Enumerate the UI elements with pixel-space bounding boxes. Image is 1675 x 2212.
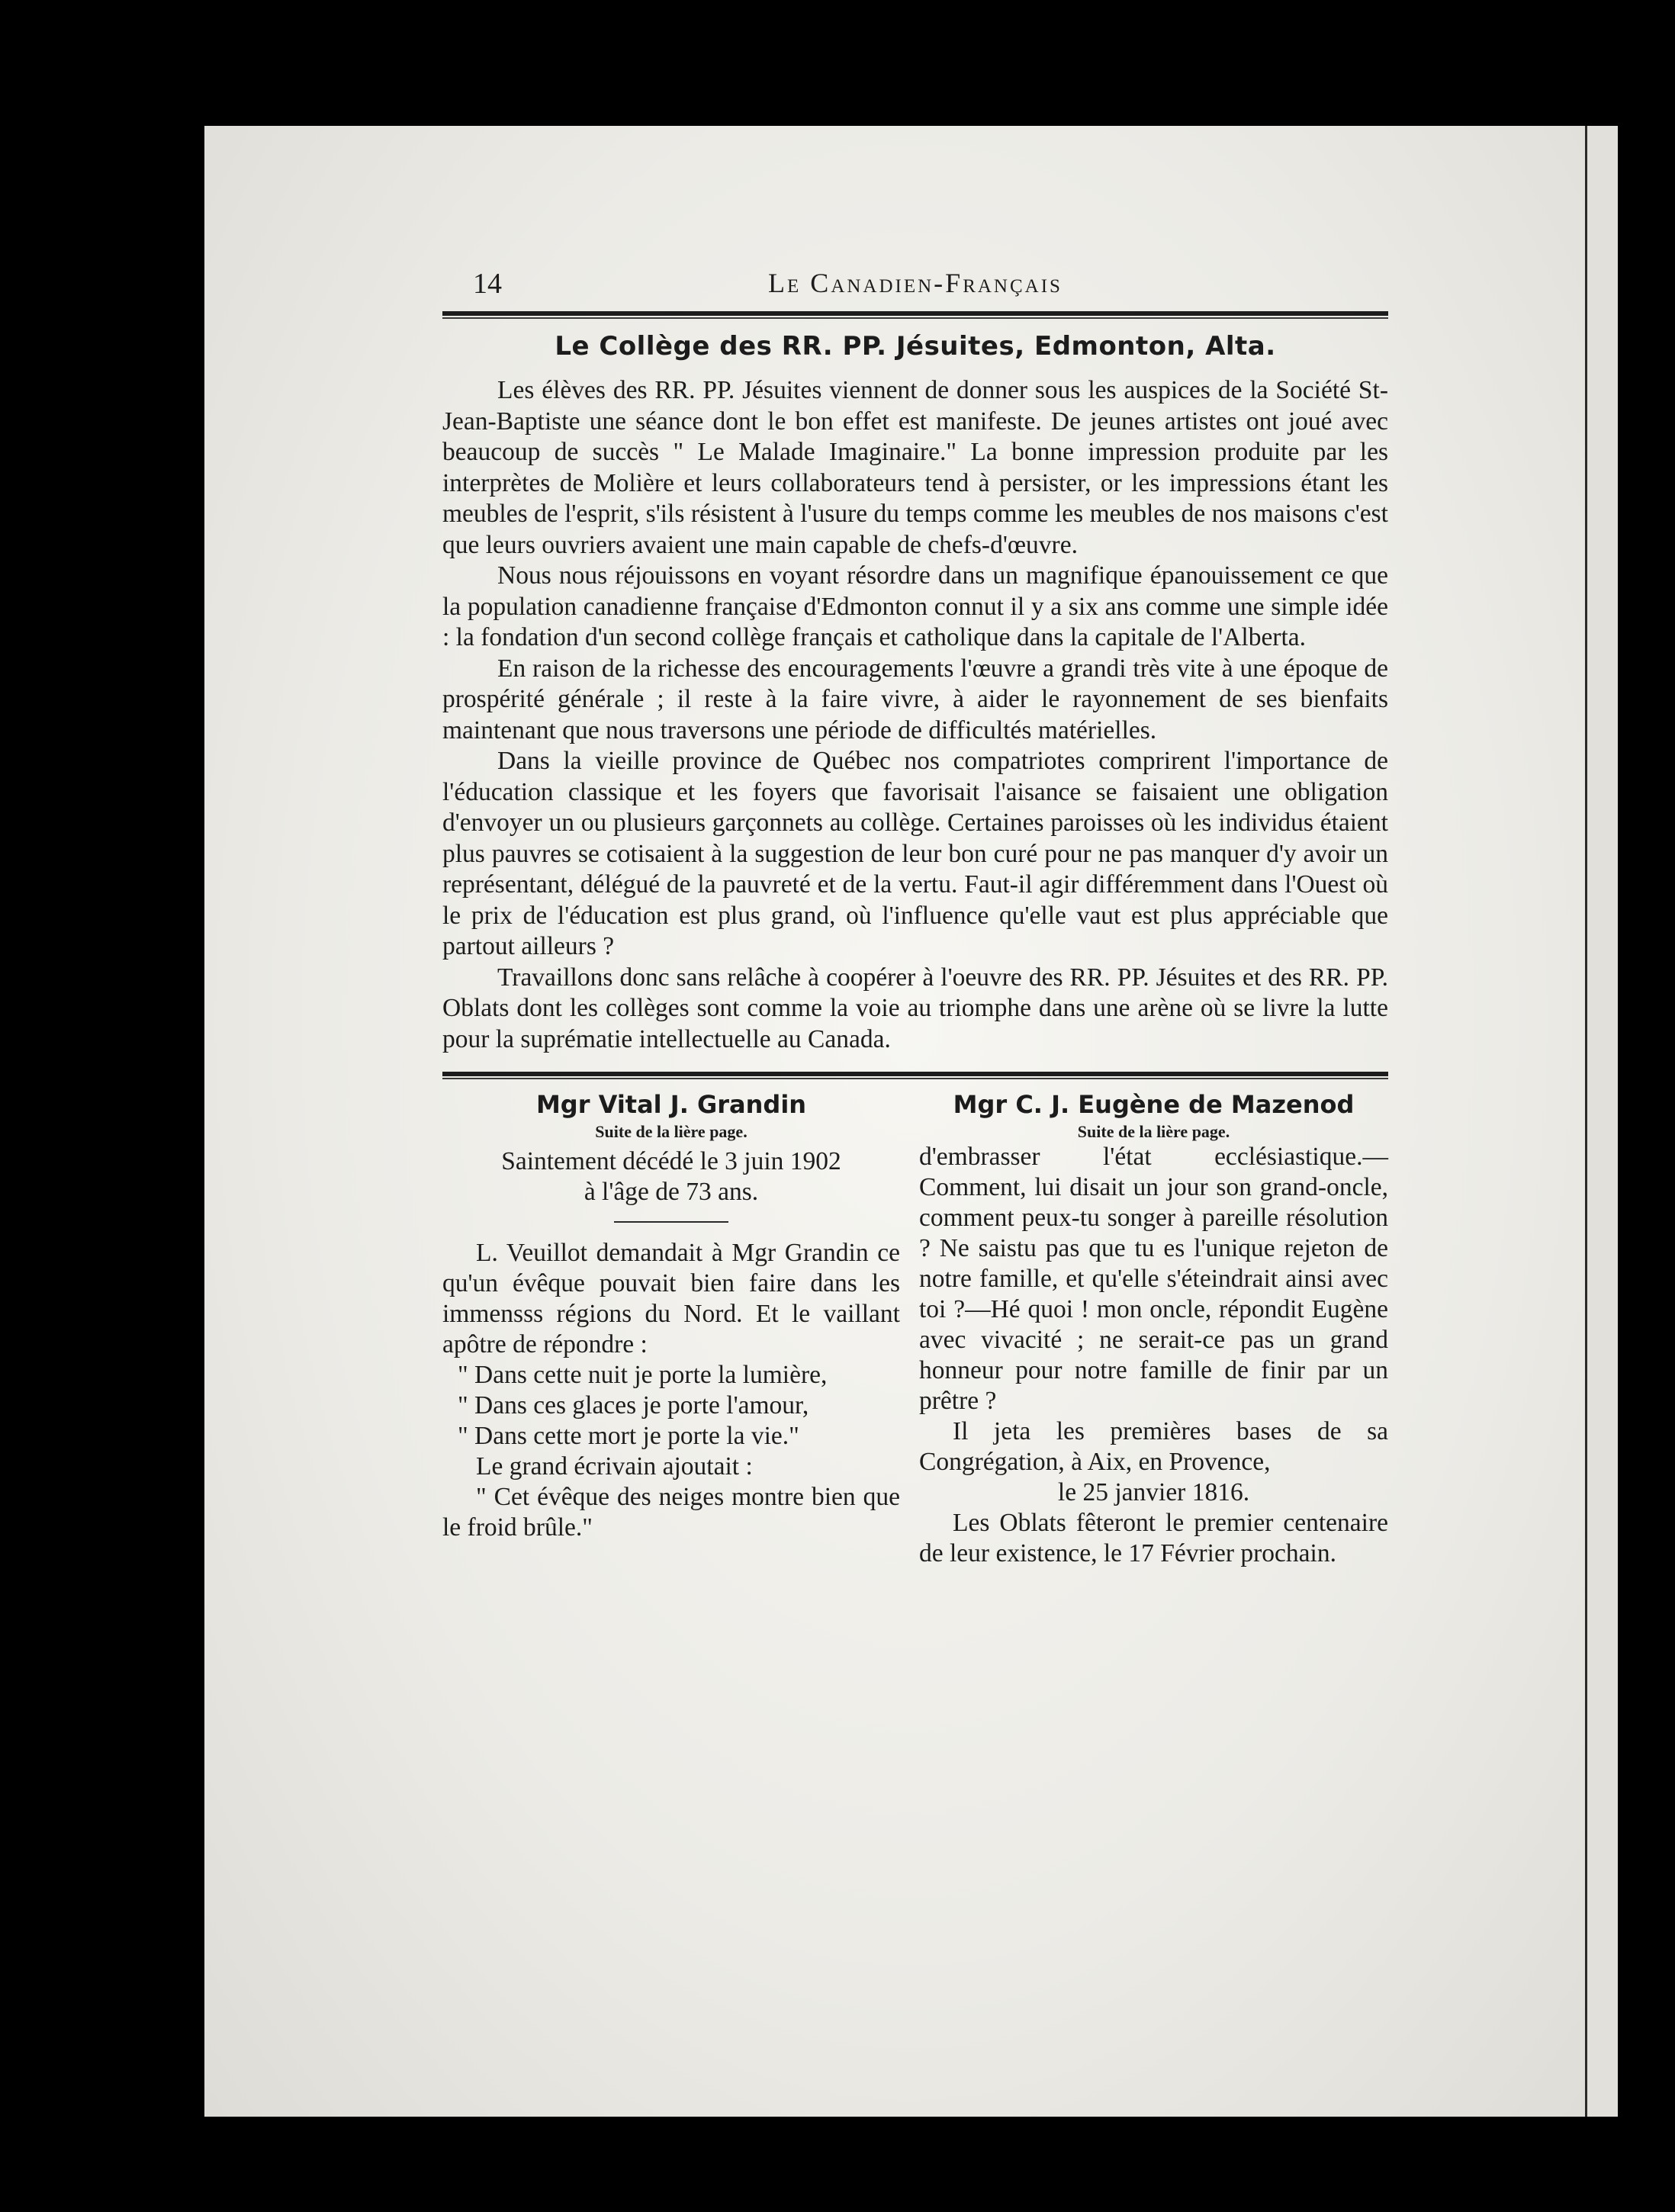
- article-subtitle: Suite de la lière page.: [1077, 1122, 1230, 1141]
- header-rule: [442, 311, 1388, 316]
- paragraph: Les élèves des RR. PP. Jésuites viennent de donner sous les auspices de la Société St-Jean-Baptiste une séance dont le bon effet est manifeste. De jeunes artistes ont joué avec beaucoup de succès " Le Malade Imaginaire." La bonne impression produite par les interprètes de Molière et leurs collaborateurs tend à persister, or les impressions étant les meubles de l'esprit, s'ils résistent à l'usure du temps comme les meubles de nos maisons c'est que leurs ouvriers avaient une main capable de chefs-d'œuvre.: [442, 376, 1388, 559]
- header-rule-thin: [442, 317, 1388, 319]
- article-title: Le Collège des RR. PP. Jésuites, Edmonton, Alta.: [555, 331, 1276, 362]
- two-column-section: [442, 1082, 1388, 1738]
- facing-page-edge: [1585, 126, 1618, 2117]
- paragraph: Nous nous réjouissons en voyant résordre dans un magnifique épanouissement ce que la population canadienne française d'Edmonton connut il y a six ans comme une simple idée : la fondation d'un second collège français et catholique dans la capitale de l'Alberta.: [442, 561, 1388, 651]
- article-body: [442, 1146, 900, 1543]
- verse-line: " Dans cette mort je porte la vie.": [458, 1422, 799, 1450]
- intro-line: à l'âge de 73 ans.: [584, 1178, 759, 1206]
- article-subtitle: Suite de la lière page.: [595, 1122, 747, 1141]
- paragraph: Le grand écrivain ajoutait :: [476, 1452, 753, 1481]
- article-mazenod: [919, 1082, 1388, 1569]
- article-college-jesuites: [442, 331, 1388, 1055]
- article-grandin: [442, 1082, 900, 1543]
- verse-line: " Dans ces glaces je porte l'amour,: [458, 1391, 809, 1419]
- article-title: Mgr Vital J. Grandin: [535, 1090, 807, 1119]
- paragraph: L. Veuillot demandait à Mgr Grandin ce qu'un évêque pouvait bien faire dans les immensss régions du Nord. Et le vaillant apôtre de répondre :: [442, 1239, 900, 1358]
- paragraph: Il jeta les premières bases de sa Congrégation, à Aix, en Provence,: [919, 1417, 1388, 1476]
- paragraph: d'embrasser l'état ecclésiastique.— Comment, lui disait un jour son grand-oncle, comment peux-tu songer à pareille résolution ? Ne saistu pas que tu es l'unique rejeton de notre famille, et qu'elle s'éteindrait ainsi avec toi ?—Hé quoi ! mon oncle, répondit Eugène avec vivacité ; ne serait-ce pas un grand honneur pour notre famille de finir par un prêtre ?: [919, 1143, 1388, 1415]
- paragraph: En raison de la richesse des encouragements l'œuvre a grandi très vite à une époque de prospérité générale ; il reste à la faire vivre, à aider le rayonnement de ses bienfaits maintenant que nous traversons une période de difficultés matérielles.: [442, 654, 1388, 744]
- date-line: le 25 janvier 1816.: [1057, 1478, 1250, 1506]
- page-content: [442, 259, 1388, 1738]
- paragraph: Travaillons donc sans relâche à coopérer à l'oeuvre des RR. PP. Jésuites et des RR. PP. Oblats dont les collèges sont comme la voie au triomphe dans une arène où se livre la lutte pour la suprématie intellectuelle au Canada.: [442, 963, 1388, 1053]
- paragraph: " Cet évêque des neiges montre bien que le froid brûle.": [442, 1483, 900, 1542]
- article-body: [442, 375, 1388, 1055]
- article-title: Mgr C. J. Eugène de Mazenod: [953, 1090, 1355, 1119]
- section-rule: [442, 1072, 1388, 1076]
- page-header: [442, 259, 1388, 305]
- article-body: [919, 1142, 1388, 1569]
- running-title: Le Canadien-Français: [768, 268, 1063, 298]
- intro-line: Saintement décédé le 3 juin 1902: [501, 1147, 841, 1175]
- verse-line: " Dans cette nuit je porte la lumière,: [458, 1361, 828, 1389]
- short-rule: [614, 1221, 728, 1223]
- paragraph: Dans la vieille province de Québec nos compatriotes comprirent l'importance de l'éducation classique et les foyers que favorisait l'aisance se faisaient une obligation d'envoyer un ou plusieurs garçonnets au collège. Certaines paroisses où les individus étaient plus pauvres se cotisaient à la suggestion de leur bon curé pour ne pas manquer d'y avoir un représentant, délégué de la pauvreté et de la vertu. Faut-il agir différemment dans l'Ouest où le prix de l'éducation est plus grand, où l'influence qu'elle vaut est plus appréciable que partout ailleurs ?: [442, 747, 1388, 960]
- page-number: 14: [473, 268, 502, 300]
- section-rule-thin: [442, 1078, 1388, 1079]
- paragraph: Les Oblats fêteront le premier centenaire de leur existence, le 17 Février prochain.: [919, 1509, 1388, 1567]
